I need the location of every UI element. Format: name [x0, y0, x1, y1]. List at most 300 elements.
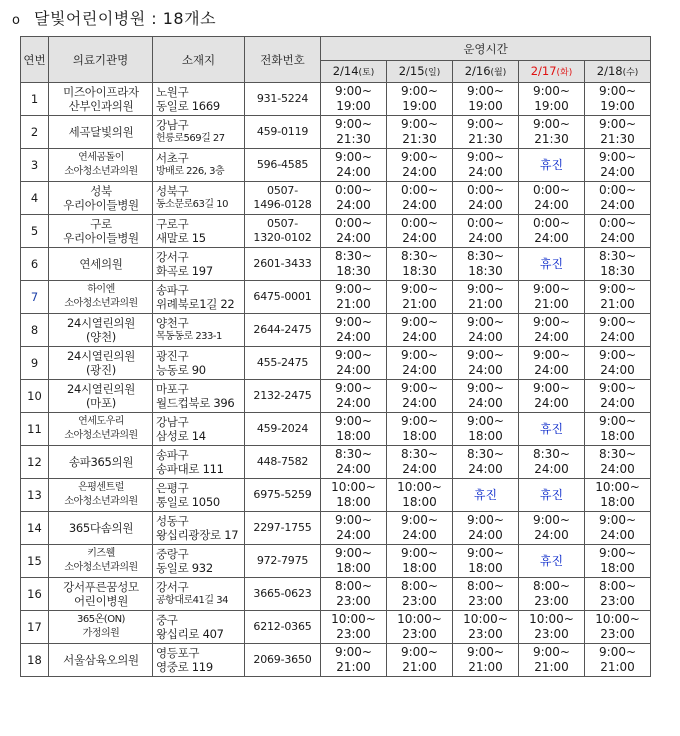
hospital-address	[153, 215, 245, 248]
cell-line: 1320-0102	[253, 231, 312, 244]
hours-cell	[453, 149, 519, 182]
hospital-address	[153, 644, 245, 677]
row-number: 17	[21, 611, 49, 644]
closed-cell	[519, 479, 585, 512]
cell-line: 연세도우리	[78, 416, 124, 427]
cell-line: 9:00~	[400, 150, 438, 164]
cell-line: 9:00~	[599, 150, 637, 164]
cell-line: 0:00~	[466, 183, 504, 197]
hours-cell	[585, 545, 651, 578]
hours-cell	[321, 413, 387, 446]
cell-line: 9:00~	[400, 282, 438, 296]
cell-line: 산부인과의원	[68, 99, 134, 113]
cell-line: 365다솜의원	[68, 521, 134, 535]
cell-line: 21:00	[468, 660, 503, 674]
cell-line: 미즈아이프라자	[63, 85, 139, 99]
cell-line: 18:00	[600, 495, 635, 509]
cell-line: 18:00	[468, 561, 503, 575]
cell-line: 동일로 932	[156, 561, 213, 575]
row-number: 1	[21, 83, 49, 116]
cell-line: 헌릉로569길 27	[156, 133, 225, 144]
cell-line: 19:00	[402, 99, 437, 113]
table-row	[21, 347, 651, 380]
cell-line: 6475-0001	[253, 290, 312, 303]
cell-line: 9:00~	[599, 381, 637, 395]
hours-cell	[453, 413, 519, 446]
cell-line: 2297-1755	[253, 521, 312, 534]
table-row	[21, 149, 651, 182]
cell-line: 18:00	[468, 429, 503, 443]
cell-line: 24:00	[336, 165, 371, 179]
hospital-name	[49, 413, 153, 446]
cell-line: 9:00~	[334, 645, 372, 659]
row-number: 3	[21, 149, 49, 182]
row-number: 16	[21, 578, 49, 611]
closed-label: 휴진	[473, 487, 498, 502]
hours-cell	[387, 611, 453, 644]
cell-line: 강남구	[156, 118, 189, 132]
cell-line: 24:00	[402, 198, 437, 212]
hospital-address	[153, 611, 245, 644]
cell-line: 24:00	[336, 330, 371, 344]
cell-line: 19:00	[336, 99, 371, 113]
cell-line: 9:00~	[334, 546, 372, 560]
row-number: 11	[21, 413, 49, 446]
cell-line: 서울삼육오의원	[63, 653, 139, 667]
cell-line: 하이엔	[87, 284, 115, 295]
cell-line: 능동로 90	[156, 363, 206, 377]
table-row	[21, 281, 651, 314]
cell-line: 21:30	[402, 132, 437, 146]
hospital-phone	[245, 545, 321, 578]
page-title	[12, 6, 216, 29]
hospital-address	[153, 116, 245, 149]
cell-line: 영등포구	[156, 646, 200, 660]
hours-cell	[519, 611, 585, 644]
hospital-phone	[245, 578, 321, 611]
hours-cell	[453, 347, 519, 380]
cell-line: 2601-3433	[253, 257, 312, 270]
cell-line: 9:00~	[400, 348, 438, 362]
cell-line: 3665-0623	[253, 587, 312, 600]
cell-line: 24:00	[600, 462, 635, 476]
cell-line: 24:00	[468, 330, 503, 344]
cell-line: 은평센트럴	[78, 482, 124, 493]
cell-line: 24:00	[468, 165, 503, 179]
hours-cell	[519, 215, 585, 248]
cell-line: 송파대로 111	[156, 462, 224, 476]
hours-cell	[519, 644, 585, 677]
hours-cell	[585, 314, 651, 347]
header-day	[585, 61, 651, 83]
cell-line: 소아청소년과의원	[64, 496, 138, 507]
cell-line: 9:00~	[334, 513, 372, 527]
cell-line: 9:00~	[532, 645, 570, 659]
cell-line: 24:00	[402, 363, 437, 377]
cell-line: 8:30~	[400, 249, 438, 263]
cell-line: 21:00	[534, 297, 569, 311]
cell-line: 0:00~	[599, 216, 637, 230]
hours-cell	[585, 248, 651, 281]
hospital-address	[153, 413, 245, 446]
hospital-name	[49, 149, 153, 182]
hospital-phone	[245, 215, 321, 248]
cell-line: 0507-	[267, 184, 298, 197]
cell-line: 24:00	[402, 165, 437, 179]
hospital-phone	[245, 479, 321, 512]
cell-line: 365온(ON)	[77, 614, 125, 625]
cell-line: 18:30	[336, 264, 371, 278]
cell-line: 6975-5259	[253, 488, 312, 501]
hospital-phone	[245, 512, 321, 545]
cell-line: 24:00	[534, 198, 569, 212]
table-row	[21, 248, 651, 281]
row-number: 13	[21, 479, 49, 512]
cell-line: 21:30	[468, 132, 503, 146]
cell-line: 24:00	[336, 462, 371, 476]
cell-line: 9:00~	[532, 282, 570, 296]
hours-cell	[321, 578, 387, 611]
hospital-name	[49, 578, 153, 611]
cell-line: 10:00~	[331, 612, 376, 626]
header-day	[453, 61, 519, 83]
row-number: 2	[21, 116, 49, 149]
cell-line: 우리아이들병원	[63, 198, 139, 212]
hours-cell	[585, 149, 651, 182]
cell-line: 9:00~	[599, 117, 637, 131]
cell-line: 9:00~	[466, 150, 504, 164]
cell-line: 9:00~	[466, 315, 504, 329]
cell-line: 구로구	[156, 217, 189, 231]
cell-line: 9:00~	[334, 381, 372, 395]
hours-cell	[321, 347, 387, 380]
cell-line: 9:00~	[466, 282, 504, 296]
cell-line: 18:30	[468, 264, 503, 278]
cell-line: 9:00~	[466, 381, 504, 395]
hospital-address	[153, 182, 245, 215]
cell-line: 마포구	[156, 382, 189, 396]
cell-line: 24:00	[336, 198, 371, 212]
cell-line: 2644-2475	[253, 323, 312, 336]
hours-cell	[387, 446, 453, 479]
hospital-address	[153, 545, 245, 578]
cell-line: 9:00~	[466, 84, 504, 98]
cell-line: 23:00	[468, 594, 503, 608]
table-row	[21, 215, 651, 248]
cell-line: 8:30~	[334, 447, 372, 461]
closed-cell	[519, 149, 585, 182]
hospital-name	[49, 182, 153, 215]
cell-line: 9:00~	[532, 84, 570, 98]
cell-line: 8:00~	[532, 579, 570, 593]
hospital-phone	[245, 644, 321, 677]
hours-cell	[519, 512, 585, 545]
table-row	[21, 479, 651, 512]
hours-cell	[387, 512, 453, 545]
hours-cell	[453, 248, 519, 281]
cell-line: 8:30~	[334, 249, 372, 263]
row-number: 15	[21, 545, 49, 578]
hospital-name	[49, 314, 153, 347]
cell-line: 9:00~	[599, 84, 637, 98]
hospital-phone	[245, 611, 321, 644]
cell-line: 삼성로 14	[156, 429, 206, 443]
cell-line: 9:00~	[599, 645, 637, 659]
cell-line: 19:00	[600, 99, 635, 113]
cell-line: 성북구	[156, 184, 189, 198]
cell-line: 24:00	[336, 231, 371, 245]
hours-cell	[519, 281, 585, 314]
cell-line: 24:00	[468, 231, 503, 245]
cell-line: 9:00~	[334, 84, 372, 98]
cell-line: 8:00~	[400, 579, 438, 593]
cell-line: 연세의원	[79, 257, 123, 271]
hospital-name	[49, 545, 153, 578]
closed-cell	[519, 545, 585, 578]
hours-cell	[585, 512, 651, 545]
hours-cell	[387, 644, 453, 677]
cell-line: 21:00	[600, 297, 635, 311]
hours-cell	[321, 215, 387, 248]
row-number: 6	[21, 248, 49, 281]
hours-cell	[585, 446, 651, 479]
hospital-phone	[245, 446, 321, 479]
cell-line: 9:00~	[599, 546, 637, 560]
hours-cell	[321, 479, 387, 512]
cell-line: 10:00~	[397, 480, 442, 494]
hospital-phone	[245, 116, 321, 149]
hospital-address	[153, 83, 245, 116]
cell-line: 21:00	[600, 660, 635, 674]
row-number: 5	[21, 215, 49, 248]
cell-line: 9:00~	[532, 315, 570, 329]
day-of-week: (월)	[490, 67, 507, 78]
hours-cell	[453, 512, 519, 545]
cell-line: 8:30~	[532, 447, 570, 461]
cell-line: 19:00	[468, 99, 503, 113]
cell-line: 소아청소년과의원	[64, 430, 138, 441]
cell-line: 9:00~	[400, 645, 438, 659]
cell-line: 왕십리로 407	[156, 627, 224, 641]
hours-cell	[387, 314, 453, 347]
hours-cell	[321, 380, 387, 413]
cell-line: 은평구	[156, 481, 189, 495]
hours-cell	[387, 149, 453, 182]
hours-cell	[387, 281, 453, 314]
cell-line: 9:00~	[466, 348, 504, 362]
cell-line: 24:00	[534, 462, 569, 476]
hospital-table	[20, 36, 651, 677]
cell-line: 0:00~	[532, 183, 570, 197]
closed-cell	[453, 479, 519, 512]
hours-cell	[585, 116, 651, 149]
cell-line: 24:00	[600, 396, 635, 410]
table-body	[21, 83, 651, 677]
cell-line: 455-2475	[256, 356, 309, 369]
hours-cell	[519, 83, 585, 116]
hours-cell	[453, 545, 519, 578]
cell-line: 24:00	[468, 363, 503, 377]
hospital-phone	[245, 314, 321, 347]
hours-cell	[321, 545, 387, 578]
hours-cell	[453, 644, 519, 677]
hospital-address	[153, 281, 245, 314]
hours-cell	[585, 611, 651, 644]
hours-cell	[387, 182, 453, 215]
hours-cell	[387, 545, 453, 578]
cell-line: 24:00	[600, 198, 635, 212]
cell-line: 23:00	[534, 627, 569, 641]
cell-line: 24:00	[600, 330, 635, 344]
cell-line: 9:00~	[400, 546, 438, 560]
cell-line: 8:30~	[599, 447, 637, 461]
hospital-phone	[245, 248, 321, 281]
hospital-name	[49, 611, 153, 644]
cell-line: 송파구	[156, 283, 189, 297]
cell-line: 9:00~	[334, 315, 372, 329]
cell-line: 21:00	[336, 297, 371, 311]
closed-label: 휴진	[539, 487, 564, 502]
closed-label: 휴진	[539, 421, 564, 436]
cell-line: 23:00	[402, 594, 437, 608]
hours-cell	[453, 116, 519, 149]
hours-cell	[387, 413, 453, 446]
cell-line: 목동동로 233-1	[156, 331, 222, 342]
cell-line: 21:00	[534, 660, 569, 674]
cell-line: 9:00~	[532, 381, 570, 395]
cell-line: 18:00	[336, 429, 371, 443]
cell-line: 10:00~	[463, 612, 508, 626]
cell-line: 448-7582	[256, 455, 309, 468]
cell-line: 9:00~	[466, 513, 504, 527]
cell-line: 통일로 1050	[156, 495, 220, 509]
cell-line: 24:00	[468, 396, 503, 410]
cell-line: 9:00~	[334, 414, 372, 428]
hours-cell	[585, 182, 651, 215]
cell-line: 1496-0128	[253, 198, 312, 211]
hours-cell	[585, 578, 651, 611]
table-row	[21, 545, 651, 578]
closed-cell	[519, 248, 585, 281]
cell-line: 23:00	[468, 627, 503, 641]
cell-line: (광진)	[86, 363, 116, 377]
cell-line: 9:00~	[466, 645, 504, 659]
day-date: 2/17	[530, 63, 557, 78]
hospital-phone	[245, 413, 321, 446]
cell-line: 21:00	[336, 660, 371, 674]
cell-line: 24:00	[600, 231, 635, 245]
table-row	[21, 512, 651, 545]
hours-cell	[321, 182, 387, 215]
hours-cell	[453, 215, 519, 248]
hours-cell	[321, 248, 387, 281]
cell-line: 9:00~	[334, 150, 372, 164]
hospital-name	[49, 479, 153, 512]
header-name: 의료기관명	[49, 37, 153, 83]
hospital-address	[153, 347, 245, 380]
hours-cell	[585, 347, 651, 380]
cell-line: 키즈웰	[87, 548, 115, 559]
hours-cell	[453, 446, 519, 479]
cell-line: 가정의원	[82, 628, 120, 639]
table-row	[21, 446, 651, 479]
cell-line: 459-2024	[256, 422, 309, 435]
cell-line: 24:00	[600, 363, 635, 377]
cell-line: 24:00	[402, 462, 437, 476]
cell-line: 23:00	[336, 627, 371, 641]
cell-line: 9:00~	[532, 348, 570, 362]
hours-cell	[585, 281, 651, 314]
hours-cell	[387, 248, 453, 281]
cell-line: 9:00~	[599, 282, 637, 296]
hours-cell	[387, 116, 453, 149]
hours-cell	[453, 314, 519, 347]
cell-line: 21:00	[402, 297, 437, 311]
cell-line: 8:00~	[466, 579, 504, 593]
cell-line: 9:00~	[532, 117, 570, 131]
cell-line: 23:00	[534, 594, 569, 608]
hours-cell	[585, 380, 651, 413]
cell-line: 동일로 1669	[156, 99, 220, 113]
cell-line: 24시열린의원	[66, 382, 136, 396]
row-number: 4	[21, 182, 49, 215]
table-row	[21, 314, 651, 347]
cell-line: 월드컵북로 396	[156, 396, 235, 410]
row-number: 9	[21, 347, 49, 380]
hours-cell	[321, 281, 387, 314]
cell-line: 596-4585	[256, 158, 309, 171]
cell-line: 0:00~	[599, 183, 637, 197]
cell-line: 0:00~	[532, 216, 570, 230]
cell-line: 21:30	[534, 132, 569, 146]
hours-cell	[585, 644, 651, 677]
hours-cell	[387, 215, 453, 248]
cell-line: 24:00	[534, 231, 569, 245]
hours-cell	[321, 446, 387, 479]
cell-line: 위례북로1길 22	[156, 297, 235, 311]
day-date: 2/18	[596, 63, 623, 78]
cell-line: 459-0119	[256, 125, 309, 138]
cell-line: 광진구	[156, 349, 189, 363]
cell-line: 10:00~	[595, 612, 640, 626]
table-row	[21, 380, 651, 413]
cell-line: 0:00~	[400, 216, 438, 230]
hours-cell	[585, 215, 651, 248]
hospital-address	[153, 248, 245, 281]
hours-cell	[453, 578, 519, 611]
cell-line: (마포)	[86, 396, 116, 410]
hours-cell	[519, 116, 585, 149]
hospital-phone	[245, 380, 321, 413]
hospital-address	[153, 512, 245, 545]
cell-line: 송파365의원	[68, 455, 134, 469]
day-of-week: (일)	[424, 67, 441, 78]
hospital-name	[49, 446, 153, 479]
cell-line: 세곡달빛의원	[68, 125, 134, 139]
hours-cell	[387, 347, 453, 380]
cell-line: 어린이병원	[73, 594, 129, 608]
cell-line: 8:30~	[466, 249, 504, 263]
cell-line: 18:00	[402, 429, 437, 443]
hospital-name	[49, 347, 153, 380]
cell-line: 중구	[156, 613, 178, 627]
hours-cell	[321, 149, 387, 182]
cell-line: 성동구	[156, 514, 189, 528]
hospital-address	[153, 446, 245, 479]
cell-line: 931-5224	[256, 92, 309, 105]
hours-cell	[519, 446, 585, 479]
cell-line: 10:00~	[595, 480, 640, 494]
